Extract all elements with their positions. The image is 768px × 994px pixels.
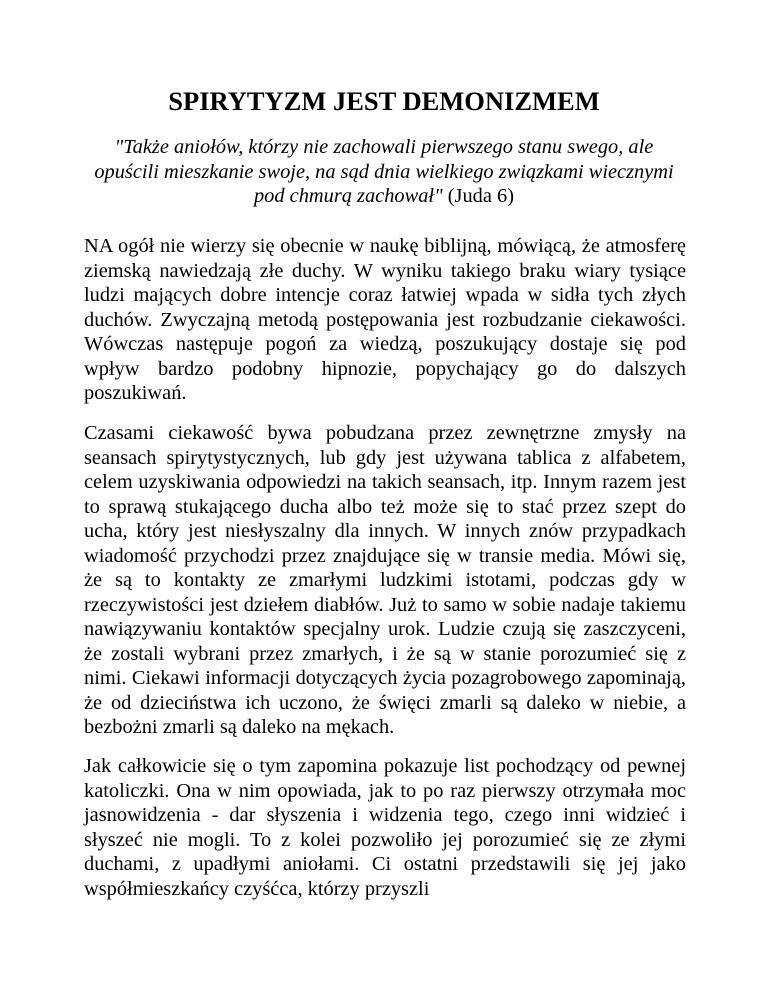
epigraph-reference: (Juda 6) [442,185,515,207]
paragraph: Czasami ciekawość bywa pobudzana przez zewnętrzne zmysły na seansach spirytystycznych, lub gdy jest używana tablica z alfabetem, celem uzyskiwania odpowiedzi na takich seansach, itp. Innym razem jest to sprawą stukającego ducha albo też może się to stać przez szept do ucha, który jest niesłyszalny dla innych. W innych znów przypadkach wiadomość przychodzi przez znajdujące się w transie media. Mówi się, że są to kontakty ze zmarłymi ludzkimi istotami, podczas gdy w rzeczywistości jest dziełem diabłów. Już to samo w sobie nadaje takiemu nawiązywaniu kontaktów specjalny urok. Ludzie czują się zaszczyceni, że zostali wybrani przez zmarłych, i że są w stanie porozumieć się z nimi. Ciekawi informacji dotyczących życia pozagrobowego zapominają, że od dzieciństwa ich uczono, że święci zmarli są daleko w niebie, a bezbożni zmarli są daleko na mękach. [84,422,686,738]
epigraph-quote: "Także aniołów, którzy nie zachowali pierwszego stanu swego, ale opuścili mieszkanie swoje, na sąd dnia wielkiego związkami wiecznymi pod chmurą zachował" [94,136,674,207]
epigraph [80,135,688,209]
paragraph: NA ogół nie wierzy się obecnie w naukę biblijną, mówiącą, że atmosferę ziemską nawiedzają złe duchy. W wyniku takiego braku wiary tysiące ludzi mających dobre intencje coraz łatwiej wpada w sidła tych złych duchów. Zwyczajną metodą postępowania jest rozbudzanie ciekawości. Wówczas następuje pogoń za wiedzą, poszukujący dostaje się pod wpływ bardzo podobny hipnozie, popychający go do dalszych poszukiwań. [84,235,686,404]
paragraph: Jak całkowicie się o tym zapomina pokazuje list pochodzący od pewnej katoliczki. Ona w nim opowiada, jak to po raz pierwszy otrzymała moc jasnowidzenia - dar słyszenia i widzenia tego, czego inni widzieć i słyszeć nie mogli. To z kolei pozwoliło jej porozumieć się ze złymi duchami, z upadłymi aniołami. Ci ostatni przedstawili się jej jako współmieszkańcy czyśćca, którzy przyszli [84,755,686,900]
document-title: SPIRYTYZM JEST DEMONIZMEM [168,86,600,116]
